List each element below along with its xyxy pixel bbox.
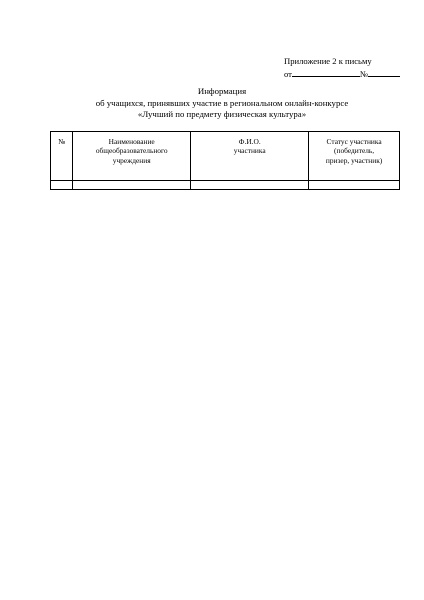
header-number-text: № — [58, 137, 66, 146]
appendix-title: Приложение 2 к письму — [284, 56, 372, 66]
number-blank — [368, 67, 400, 77]
heading-subtitle: об учащихся, принявших участие в региональном онлайн-конкурсе — [95, 97, 349, 108]
header-status-line: (победитель, — [334, 146, 375, 156]
table-header-row — [51, 132, 400, 181]
heading-title: Информация — [197, 86, 247, 96]
header-status — [309, 132, 400, 181]
from-prefix: от — [284, 69, 292, 79]
table-cell — [309, 181, 400, 190]
header-fullname — [191, 132, 309, 181]
table-cell — [73, 181, 191, 190]
header-status-line: призер, участник) — [325, 155, 383, 165]
header-institution-line: учреждения — [112, 155, 151, 165]
table-row — [51, 181, 400, 190]
participants-table — [50, 131, 400, 190]
header-fullname-line: Ф.И.О. — [238, 137, 261, 146]
header-number — [51, 132, 73, 181]
heading-contest-name: «Лучший по предмету физическая культура» — [137, 109, 307, 119]
header-institution-line: Наименование — [108, 137, 155, 146]
header-status-line: Статус участника — [326, 137, 382, 146]
number-sign: № — [359, 69, 369, 79]
table-cell — [51, 181, 73, 190]
header-fullname-line: участника — [233, 146, 266, 156]
letter-reference — [284, 67, 404, 80]
document-heading — [40, 86, 404, 121]
appendix-note — [284, 55, 404, 80]
header-institution — [73, 132, 191, 181]
date-blank — [292, 67, 360, 77]
header-institution-line: общеобразовательного — [95, 146, 168, 156]
table-cell — [191, 181, 309, 190]
